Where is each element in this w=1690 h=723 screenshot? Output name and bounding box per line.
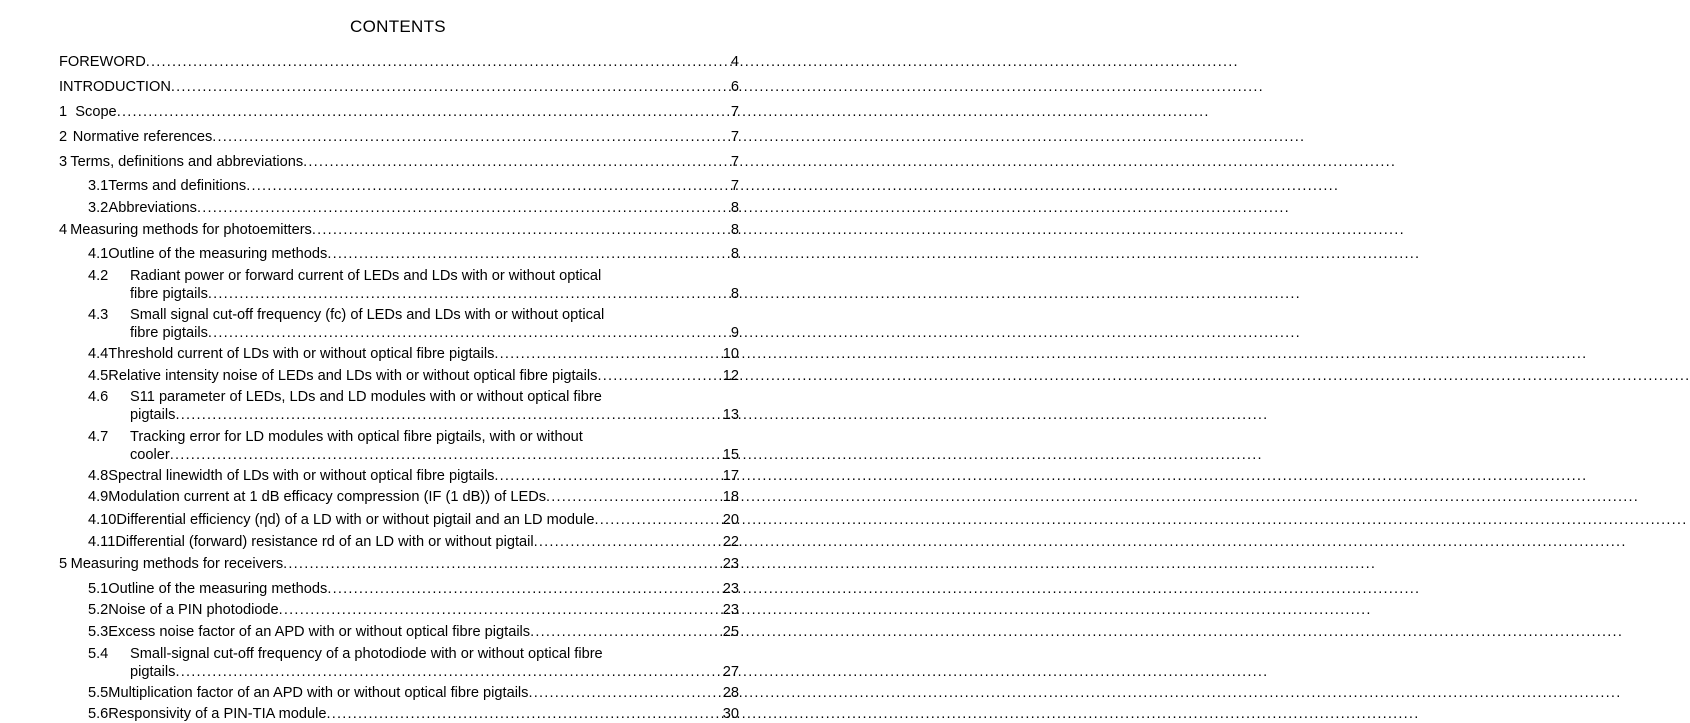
toc-entry-title: Small signal cut-off frequency (fc) of LEDs and LDs with or without optical: [130, 307, 605, 323]
toc-entry-title: Responsivity of a PIN-TIA module: [108, 706, 327, 722]
dot-leader: [171, 78, 731, 96]
toc-entry-title: Scope: [75, 104, 117, 120]
toc-entry-5-6[interactable]: [88, 705, 739, 723]
toc-section-number: 4.10: [88, 512, 117, 528]
toc-page-number: 8: [730, 246, 739, 262]
toc-entry-1[interactable]: [59, 103, 739, 121]
dot-leader: [279, 601, 723, 619]
dot-leader: [546, 488, 723, 506]
dot-leader: [175, 663, 722, 681]
toc-entry-title: Differential efficiency (ηd) of a LD with or without pigtail and an LD module: [116, 512, 595, 528]
toc-entry-4-2[interactable]: [88, 267, 739, 303]
toc-entry-foreword[interactable]: [59, 53, 739, 71]
toc-entry-title-continued: fibre pigtails: [130, 325, 208, 341]
toc-page-number: 23: [722, 581, 739, 597]
toc-entry-4-8[interactable]: [88, 467, 739, 485]
dot-leader: [534, 533, 723, 551]
dot-leader: [246, 177, 731, 195]
toc-entry-title: Multiplication factor of an APD with or without optical fibre pigtails: [108, 685, 529, 701]
toc-entry-title: Noise of a PIN photodiode: [108, 602, 279, 618]
toc-entry-title-continued: pigtails: [130, 664, 176, 680]
toc-section-number: 3.2: [88, 200, 109, 216]
toc-section-number: 1: [59, 104, 68, 120]
contents-heading: CONTENTS: [350, 17, 446, 36]
toc-page-number: 15: [722, 447, 739, 463]
toc-entry-title: Tracking error for LD modules with optical fibre pigtails, with or without: [130, 429, 583, 445]
toc-page-number: 27: [722, 664, 739, 680]
dot-leader: [175, 406, 722, 424]
toc-section-number: 5.5: [88, 685, 109, 701]
dot-leader: [303, 153, 731, 171]
toc-entry-title: INTRODUCTION: [59, 79, 171, 95]
toc-entry-title: S11 parameter of LEDs, LDs and LD modules with or without optical fibre: [130, 389, 602, 405]
toc-entry-title: Modulation current at 1 dB efficacy compression (IF (1 dB)) of LEDs: [108, 489, 547, 505]
toc-entry-title: Radiant power or forward current of LEDs and LDs with or without optical: [130, 268, 602, 284]
toc-page-number: 12: [722, 368, 739, 384]
toc-section-number: 5.2: [88, 602, 109, 618]
toc-entry-title: Excess noise factor of an APD with or without optical fibre pigtails: [108, 624, 531, 640]
toc-entry-3-2[interactable]: [88, 199, 739, 217]
toc-page-number: 7: [730, 178, 739, 194]
toc-entry-introduction[interactable]: [59, 78, 739, 96]
toc-section-number: 4.11: [88, 534, 116, 550]
toc-section-number: 4.7: [88, 429, 109, 445]
toc-page-number: 18: [722, 489, 739, 505]
dot-leader: [283, 555, 723, 573]
toc-entry-title: Outline of the measuring methods: [108, 246, 328, 262]
dot-leader: [326, 705, 722, 723]
toc-entry-title: Differential (forward) resistance rd of an LD with or without pigtail: [115, 534, 534, 550]
toc-entry-4-4[interactable]: [88, 345, 739, 363]
toc-entry-4-7[interactable]: [88, 428, 739, 464]
dot-leader: [494, 345, 722, 363]
toc-page-number: 7: [730, 104, 739, 120]
toc-entry-5-1[interactable]: [88, 580, 739, 598]
toc-page-number: 10: [722, 346, 739, 362]
toc-entry-4-9[interactable]: [88, 488, 739, 506]
toc-page-number: 30: [722, 706, 739, 722]
toc-section-number: 5.4: [88, 646, 109, 662]
toc-section-number: 4.9: [88, 489, 109, 505]
dot-leader: [117, 103, 731, 121]
toc-entry-3-1[interactable]: [88, 177, 739, 195]
toc-entry-4-11[interactable]: [88, 533, 739, 551]
dot-leader: [208, 324, 731, 342]
toc-section-number: 4: [59, 222, 68, 238]
toc-entry-4-6[interactable]: [88, 388, 739, 424]
toc-section-number: 4.3: [88, 307, 109, 323]
toc-entry-3[interactable]: [59, 153, 739, 171]
toc-entry-title: Terms, definitions and abbreviations: [70, 154, 304, 170]
toc-entry-title: Relative intensity noise of LEDs and LDs with or without optical fibre pigtails: [108, 368, 598, 384]
toc-page-number: 28: [722, 685, 739, 701]
toc-page-number: 7: [730, 154, 739, 170]
toc-entry-title: Outline of the measuring methods: [108, 581, 328, 597]
toc-entry-title: FOREWORD: [59, 54, 146, 70]
toc-page-number: 23: [722, 602, 739, 618]
toc-entry-5-2[interactable]: [88, 601, 739, 619]
toc-page-number: 25: [722, 624, 739, 640]
dot-leader: [594, 511, 722, 529]
dot-leader: [146, 53, 731, 71]
toc-entry-title: Measuring methods for photoemitters: [70, 222, 312, 238]
toc-page-number: 8: [730, 222, 739, 238]
toc-section-number: 4.4: [88, 346, 109, 362]
toc-entry-title: Small-signal cut-off frequency of a photodiode with or without optical fibre: [130, 646, 603, 662]
dot-leader: [597, 367, 722, 385]
toc-entry-5-3[interactable]: [88, 623, 739, 641]
toc-section-number: 4.6: [88, 389, 109, 405]
dot-leader: [208, 285, 731, 303]
toc-section-number: 2: [59, 129, 68, 145]
toc-section-number: 4.1: [88, 246, 109, 262]
toc-page-number: 20: [722, 512, 739, 528]
dot-leader: [494, 467, 722, 485]
toc-entry-4-5[interactable]: [88, 367, 739, 385]
toc-entry-4-10[interactable]: [88, 511, 739, 529]
toc-entry-5-4[interactable]: [88, 645, 739, 681]
toc-section-number: 5.6: [88, 706, 109, 722]
toc-entry-title-continued: fibre pigtails: [130, 286, 208, 302]
toc-page-number: 8: [730, 286, 739, 302]
toc-entry-4-1[interactable]: [88, 245, 739, 263]
dot-leader: [327, 580, 722, 598]
toc-page-number: 17: [722, 468, 739, 484]
toc-section-number: 5: [59, 556, 68, 572]
dot-leader: [312, 221, 731, 239]
toc-section-number: 3.1: [88, 178, 109, 194]
toc-page-number: 13: [722, 407, 739, 423]
toc-entry-4-3[interactable]: [88, 306, 739, 342]
dot-leader: [197, 199, 731, 217]
toc-page-number: 23: [722, 556, 739, 572]
toc-entry-title-continued: cooler: [130, 447, 170, 463]
toc-entry-title: Terms and definitions: [108, 178, 247, 194]
dot-leader: [170, 446, 723, 464]
toc-page-number: 9: [730, 325, 739, 341]
toc-entry-5-5[interactable]: [88, 684, 739, 702]
dot-leader: [327, 245, 731, 263]
toc-entry-title: Threshold current of LDs with or without optical fibre pigtails: [108, 346, 495, 362]
toc-section-number: 4.5: [88, 368, 109, 384]
toc-entry-title: Normative references: [72, 129, 213, 145]
toc-section-number: 3: [59, 154, 68, 170]
dot-leader: [212, 128, 731, 146]
toc-entry-2[interactable]: [59, 128, 739, 146]
toc-entry-title: Abbreviations: [108, 200, 197, 216]
toc-entry-4[interactable]: [59, 221, 739, 239]
toc-section-number: 5.1: [88, 581, 109, 597]
toc-entry-title-continued: pigtails: [130, 407, 176, 423]
toc-entry-title: Spectral linewidth of LDs with or without optical fibre pigtails: [108, 468, 495, 484]
toc-section-number: 4.8: [88, 468, 109, 484]
toc-entry-5[interactable]: [59, 555, 739, 573]
toc-section-number: 5.3: [88, 624, 109, 640]
toc-page-number: 6: [730, 79, 739, 95]
toc-page-number: 22: [722, 534, 739, 550]
toc-page-number: 7: [730, 129, 739, 145]
dot-leader: [528, 684, 722, 702]
toc-entry-title: Measuring methods for receivers: [70, 556, 284, 572]
toc-section-number: 4.2: [88, 268, 109, 284]
toc-page-number: 4: [730, 54, 739, 70]
dot-leader: [530, 623, 723, 641]
toc-page-number: 8: [730, 200, 739, 216]
